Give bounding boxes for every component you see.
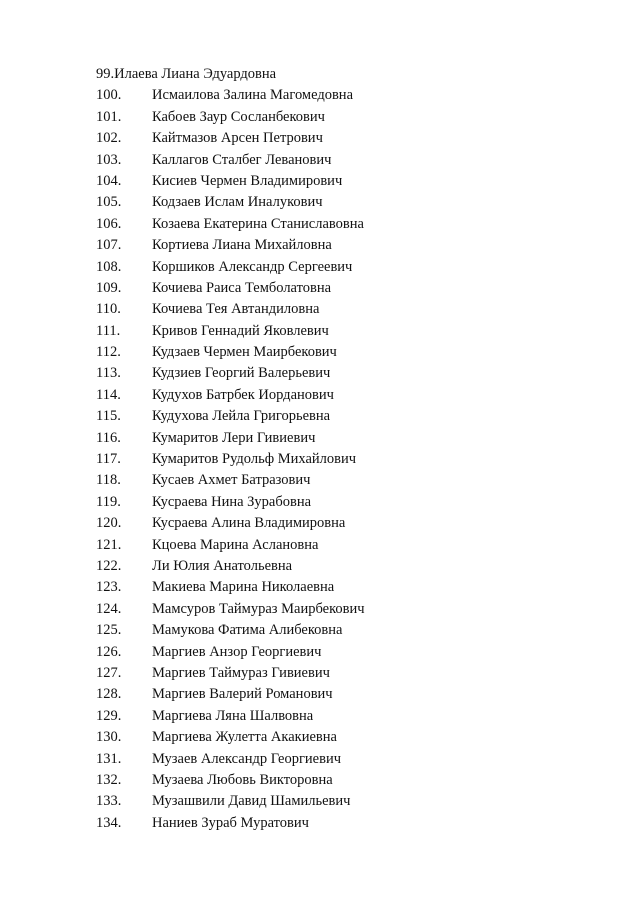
list-item-number: 119. — [96, 493, 121, 510]
list-item-name: Музаев Александр Георгиевич — [152, 750, 341, 767]
list-item-name: Ли Юлия Анатольевна — [152, 557, 293, 574]
list-item-name: Маргиев Анзор Георгиевич — [152, 643, 322, 660]
list-item-number: 114. — [96, 386, 121, 403]
list-item-number: 134. — [96, 814, 122, 831]
list-item-name: Кудухова Лейла Григорьевна — [152, 408, 331, 425]
list-item-number: 131. — [96, 750, 122, 767]
list-item-number: 117. — [96, 451, 121, 468]
list-item-number: 112. — [96, 344, 121, 361]
list-item-name: Маргиева Жулетта Акакиевна — [152, 729, 337, 746]
list-item-number: 100. — [96, 87, 122, 104]
list-item-name: Кайтмазов Арсен Петрович — [152, 130, 323, 147]
list-item-number: 113. — [96, 365, 121, 382]
list-item-number: 105. — [96, 194, 122, 211]
list-item-number: 109. — [96, 279, 122, 296]
list-entry-99: 99.Илаева Лиана Эдуардовна — [96, 66, 277, 82]
list-item-name: Исмаилова Залина Магомедовна — [152, 87, 354, 104]
list-item-number: 123. — [96, 579, 122, 596]
list-item-name: Коршиков Александр Сергеевич — [152, 258, 353, 275]
list-item-number: 130. — [96, 729, 122, 746]
list-item-name: Кцоева Марина Аслановна — [152, 536, 319, 553]
list-item-name: Маргиев Таймураз Гивиевич — [152, 664, 330, 681]
list-item-name: Кудзиев Георгий Валерьевич — [152, 365, 331, 382]
list-item-number: 110. — [96, 301, 121, 318]
list-item-name: Кабоев Заур Сосланбекович — [152, 108, 325, 125]
list-item-name: Макиева Марина Николаевна — [152, 579, 335, 596]
list-item-number: 111. — [96, 322, 121, 339]
list-item-number: 101. — [96, 108, 122, 125]
list-item-number: 106. — [96, 215, 122, 232]
list-item-name: Маргиева Ляна Шалвовна — [152, 707, 314, 724]
list-item-number: 115. — [96, 408, 121, 425]
list-item-number: 126. — [96, 643, 122, 660]
list-item-name: Мамукова Фатима Алибековна — [152, 622, 343, 639]
list-item-number: 129. — [96, 707, 122, 724]
list-item-number: 122. — [96, 557, 122, 574]
list-item-name: Кисиев Чермен Владимирович — [152, 172, 343, 189]
list-item-number: 121. — [96, 536, 122, 553]
list-item-number: 120. — [96, 515, 122, 532]
list-item-name: Кодзаев Ислам Иналукович — [152, 194, 323, 211]
list-item-name: Музаева Любовь Викторовна — [152, 771, 333, 788]
list-item-number: 127. — [96, 664, 122, 681]
list-item-number: 108. — [96, 258, 122, 275]
list-item-name: Кривов Геннадий Яковлевич — [152, 322, 329, 339]
list-item-name: Козаева Екатерина Станиславовна — [152, 215, 364, 232]
list-item-name: Каллагов Сталбег Леванович — [152, 151, 332, 168]
list-item-number: 102. — [96, 130, 122, 147]
list-item-name: Наниев Зураб Муратович — [152, 814, 309, 831]
list-item-number: 133. — [96, 793, 122, 810]
list-item-name: Кумаритов Лери Гивиевич — [152, 429, 316, 446]
list-item-name: Кусаев Ахмет Батразович — [152, 472, 311, 489]
list-item-number: 118. — [96, 472, 121, 489]
list-item-number: 125. — [96, 622, 122, 639]
list-item-name: Мамсуров Таймураз Маирбекович — [152, 600, 365, 617]
list-item-name: Кортиева Лиана Михайловна — [152, 237, 332, 254]
list-item-name: Кумаритов Рудольф Михайлович — [152, 451, 357, 468]
list-item-name: Кудухов Батрбек Иорданович — [152, 386, 334, 403]
list-item-number: 124. — [96, 600, 122, 617]
list-item-number: 104. — [96, 172, 122, 189]
list-item-name: Кусраева Алина Владимировна — [152, 515, 346, 532]
list-item-name: Кудзаев Чермен Маирбекович — [152, 344, 337, 361]
list-item-name: Кусраева Нина Зурабовна — [152, 493, 312, 510]
list-item-name: Музашвили Давид Шамильевич — [152, 793, 351, 810]
list-item-number: 132. — [96, 771, 122, 788]
list-item-name: Кочиева Тея Автандиловна — [152, 301, 320, 318]
list-item-name: Кочиева Раиса Темболатовна — [152, 279, 332, 296]
list-item-number: 128. — [96, 686, 122, 703]
list-item-number: 103. — [96, 151, 122, 168]
list-item-number: 107. — [96, 237, 122, 254]
list-item-number: 116. — [96, 429, 121, 446]
list-item-name: Маргиев Валерий Романович — [152, 686, 333, 703]
